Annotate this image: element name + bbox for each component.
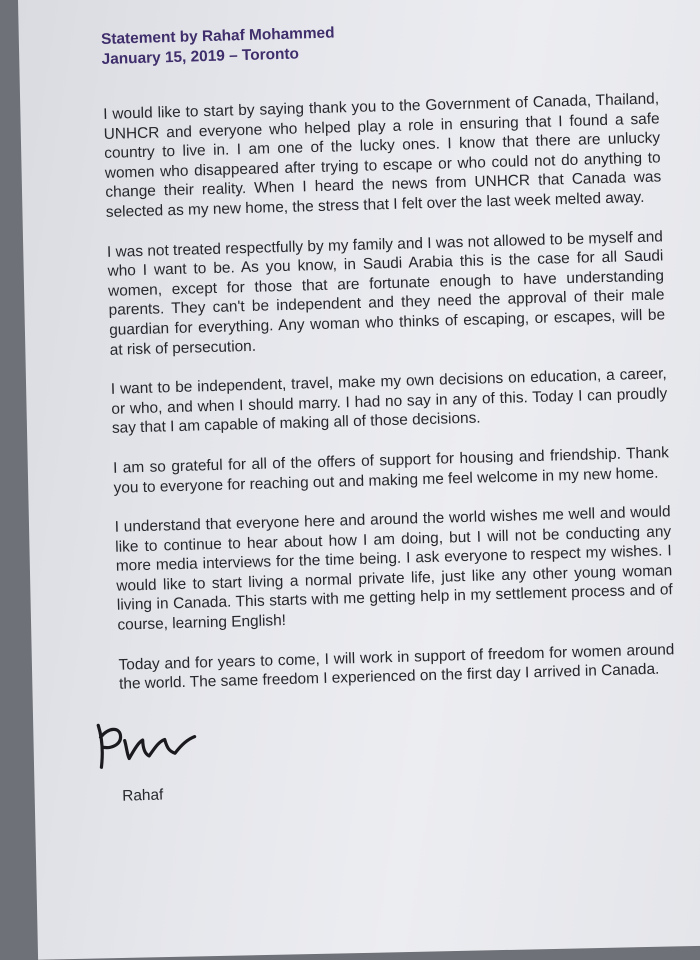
paragraph-freedom: Today and for years to come, I will work in support of freedom for women around the world. The same freedom I experienced on the first day I arrived in Canada. [118, 640, 675, 693]
statement-title: Statement by Rahaf Mohammed [100, 24, 335, 48]
paragraph-gratitude: I am so grateful for all of the offers of support for housing and friendship. Thank you to everyone for reaching out and making me feel welcome in my new home. [112, 444, 670, 497]
signature-block [120, 695, 678, 782]
statement-letter [100, 0, 678, 806]
paragraph-thanks: I would like to start by saying thank you to the Government of Canada, Thailand, UNHCR and everyone who helped play a role in ensuring that I found a safe country to live in. I am one of the lucky ones. I know that there are unlucky women who disappeared after trying to escape or who could not do anything to change their reality. When I heard the news from UNHCR that Canada was selected as my new home, the stress that I felt over the last week melted away. [102, 90, 662, 221]
statement-heading [101, 14, 658, 70]
signature-name: Rahaf [121, 786, 164, 805]
paragraph-privacy: I understand that everyone here and around the world wishes me well and would like to continue to hear about how I am doing, but I will not be conducting any more media interviews for the time being. I ask everyone to respect my wishes. I would like to start living a normal private life, just like any other young woman living in Canada. This starts with me getting help in my settlement process and of course, learning English! [114, 503, 673, 634]
paragraph-independence: I want to be independent, travel, make my own decisions on education, a career, or who, and when I should marry. I had no say in any of this. Today I can proudly say that I am capable of making all of those decisions. [110, 365, 668, 438]
paragraph-treatment: I was not treated respectfully by my family and I was not allowed to be myself and who I want to be. As you know, in Saudi Arabia this is the case for all Saudi women, except for those that are fortunate enough to have understanding parents. They can't be independent and they need the approval of their male guardian for everything. Any woman who thinks of escaping, or escapes, will be at risk of persecution. [106, 227, 666, 359]
statement-date-place: January 15, 2019 – Toronto [101, 45, 300, 68]
handwritten-signature-icon [90, 712, 212, 775]
